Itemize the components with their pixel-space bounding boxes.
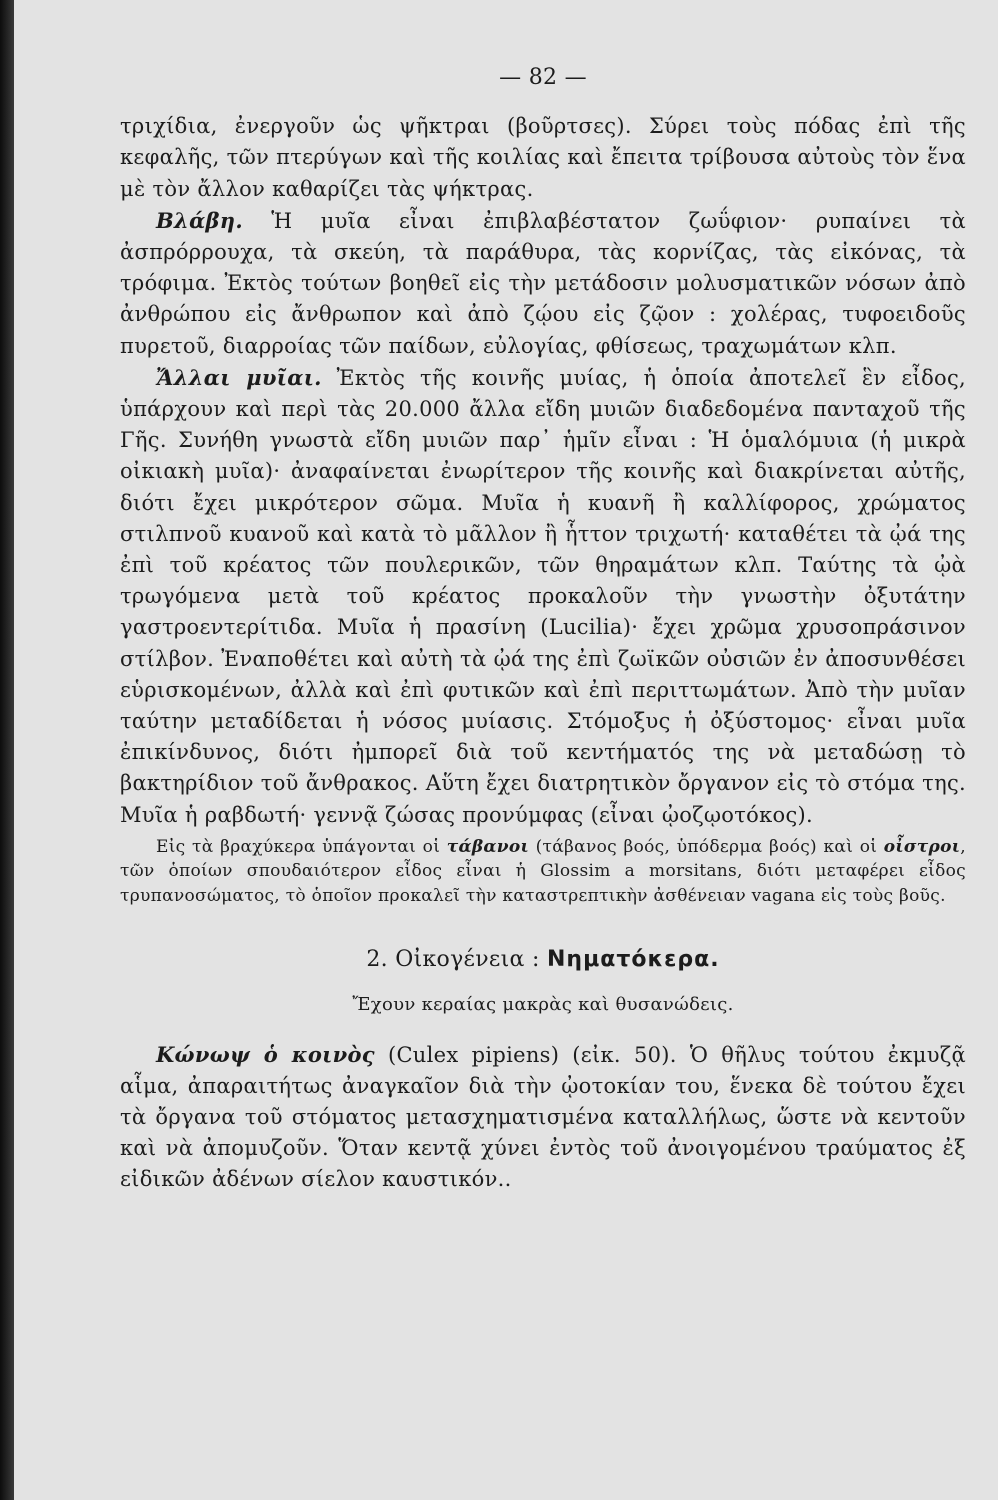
book-page [14,0,998,1500]
paragraph-brachycera-note: Εἰς τὰ βραχύκερα ὑπάγονται οἱ τάβανοι (τάβανος βοός, ὑπόδερμα βοός) καὶ οἱ οἶστροι, τῶν ὁποίων σπουδαιότερον εἶδος εἶναι ἡ Glossim a morsitans, διότι μεταφέρει εἶδος τρυπανοσώματος, τὸ ὁποῖον προκαλεῖ τὴν καταστρεπτικὴν ἀσθένειαν vagana εἰς τοὺς βοῦς. [120,836,966,906]
heading-other-flies: Ἄλλαι μυῖαι. [156,364,322,390]
heading-culex: Κώνωψ ὁ κοινὸς [156,1041,375,1067]
paragraph-culex [120,1039,966,1196]
term-tabanoi: τάβανοι [446,836,530,857]
term-oistroi: οἶστροι [883,836,961,857]
paragraph-harm-text: Ἡ μυῖα εἶναι ἐπιβλαβέστατον ζωΰφιον· ρυπαίνει τὰ ἀσπρόρρουχα, τὰ σκεύη, τὰ παράθυρα, τὰς κορνίζας, τὰς εἰκόνας, τὰ τρόφιμα. Ἐκτὸς τούτων βοηθεῖ εἰς τὴν μετάδοσιν μολυσματικῶν νόσων ἀπὸ ἀνθρώπου εἰς ἄνθρωπον καὶ ἀπὸ ζῴου εἰς ζῷον : χολέρας, τυφοειδοῦς πυρετοῦ, διαρροίας τῶν παίδων, εὐλογίας, φθίσεως, τραχωμάτων κλπ. [120,208,966,358]
page-text [120,62,966,1196]
section-subtitle: Ἔχουν κεραίας μακρὰς καὶ θυσανώδεις. [352,994,734,1016]
section-heading: 2. Οἰκογένεια : Νηματόκερα. [366,947,720,973]
section-title: Νηματόκερα. [547,947,720,973]
paragraph-brushes: τριχίδια, ἐνεργοῦν ὡς ψῆκτραι (βοῦρτσες). Σύρει τοὺς πόδας ἐπὶ τῆς κεφαλῆς, τῶν πτερύγων καὶ τῆς κοιλίας καὶ ἔπειτα τρίβουσα αὐτοὺς τὸν ἕνα μὲ τὸν ἄλλον καθαρίζει τὰς ψήκτρας. [120,114,966,201]
paragraph-harm [120,205,966,362]
paragraph-culex-text: (Culex pipiens) (εἰκ. 50). Ὁ θῆλυς τούτου ἐκμυζᾷ αἷμα, ἀπαραιτήτως ἀναγκαῖον διὰ τὴν ᾠοτοκίαν του, ἕνεκα δὲ τούτου ἔχει τὰ ὄργανα τοῦ στόματος μετασχηματισμένα καταλλήλως, ὥστε νὰ κεντοῦν καὶ νὰ ἀπομυζοῦν. Ὅταν κεντᾷ χύνει ἐντὸς τοῦ ἀνοιγομένου τραύματος ἐξ εἰδικῶν ἀδένων σίελον καυστικόν.. [120,1042,966,1192]
paragraph-other-flies [120,362,966,831]
heading-harm: Βλάβη. [156,207,243,233]
page-number: — 82 — [499,65,587,90]
book-spine-shadow [0,0,14,1500]
paragraph-other-flies-text: Ἐκτὸς τῆς κοινῆς μυίας, ἡ ὁποία ἀποτελεῖ ἓν εἶδος, ὑπάρχουν καὶ περὶ τὰς 20.000 ἄλλα εἴδη μυιῶν διαδεδομένα πανταχοῦ τῆς Γῆς. Συνήθη γνωστὰ εἴδη μυιῶν παρ᾿ ἡμῖν εἶναι : Ἡ ὁμαλόμυια (ἡ μικρὰ οἰκιακὴ μυῖα)· ἀναφαίνεται ἐνωρίτερον τῆς κοινῆς καὶ διακρίνεται αὐτῆς, διότι ἔχει μικρότερον σῶμα. Μυῖα ἡ κυανῆ ἢ καλλίφορος, χρώματος στιλπνοῦ κυανοῦ καὶ κατὰ τὸ μᾶλλον ἢ ἧττον τριχωτή· καταθέτει τὰ ᾠά της ἐπὶ τοῦ κρέατος τῶν πουλερικῶν, τῶν θηραμάτων κλπ. Ταύτης τὰ ᾠὰ τρωγόμενα μετὰ τοῦ κρέατος προκαλοῦν τὴν γνωστὴν ὀξυτάτην γαστροεντερίτιδα. Μυῖα ἡ πρασίνη (Lucilia)· ἔχει χρῶμα χρυσοπράσινον στίλβον. Ἐναποθέτει καὶ αὐτὴ τὰ ᾠά της ἐπὶ ζωϊκῶν οὐσιῶν ἐν ἀποσυνθέσει εὑρισκομένων, ἀλλὰ καὶ ἐπὶ φυτικῶν καὶ ἐπὶ περιττωμάτων. Ἀπὸ τὴν μυῖαν ταύτην μεταδίδεται ἡ νόσος μυίασις. Στόμοξυς ἡ ὀξύστομος· εἶναι μυῖα ἐπικίνδυνος, διότι ἠμπορεῖ διὰ τοῦ κεντήματός της νὰ μεταδώσῃ τὸ βακτηρίδιον τοῦ ἄνθρακος. Αὕτη ἔχει διατρητικὸν ὄργανον εἰς τὸ στόμα της. Μυῖα ἡ ραβδωτή· γεννᾷ ζώσας προνύμφας (εἶναι ᾠοζῳοτόκος). [120,365,966,827]
